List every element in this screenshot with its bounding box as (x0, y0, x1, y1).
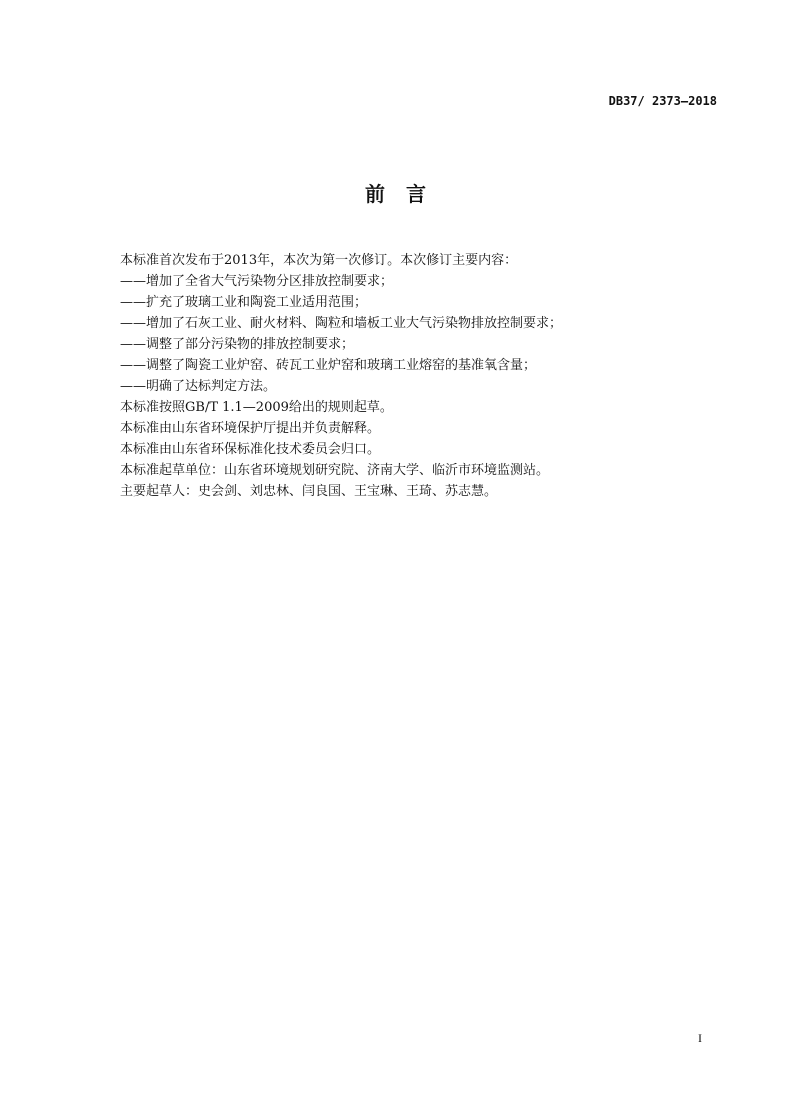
paragraph-proposer: 本标准由山东省环境保护厅提出并负责解释。 (120, 421, 381, 436)
paragraph-intro: 本标准首次发布于2013年，本次为第一次修订。本次修订主要内容： (120, 253, 518, 268)
paragraph-drafters: 主要起草人：史会剑、刘忠林、闫良国、王宝琳、王琦、苏志慧。 (120, 484, 498, 499)
revision-item: ——调整了部分污染物的排放控制要求； (120, 337, 355, 352)
page-number: I (698, 1031, 702, 1045)
paragraph-centralized: 本标准由山东省环保标准化技术委员会归口。 (120, 442, 381, 457)
revision-item: ——增加了全省大气污染物分区排放控制要求； (120, 274, 394, 289)
paragraph-drafting-units: 本标准起草单位：山东省环境规划研究院、济南大学、临沂市环境监测站。 (120, 463, 550, 478)
document-code: DB37/ 2373—2018 (608, 94, 717, 108)
page-title: 前 言 (365, 182, 427, 206)
revision-item: ——调整了陶瓷工业炉窑、砖瓦工业炉窑和玻璃工业熔窑的基准氧含量； (120, 358, 537, 373)
foreword-body (120, 250, 720, 502)
revision-item: ——扩充了玻璃工业和陶瓷工业适用范围； (120, 295, 368, 310)
revision-item: ——明确了达标判定方法。 (120, 379, 277, 394)
revision-item: ——增加了石灰工业、耐火材料、陶粒和墙板工业大气污染物排放控制要求； (120, 316, 563, 331)
paragraph-drafting-rules: 本标准按照GB/T 1.1—2009给出的规则起草。 (120, 400, 393, 415)
